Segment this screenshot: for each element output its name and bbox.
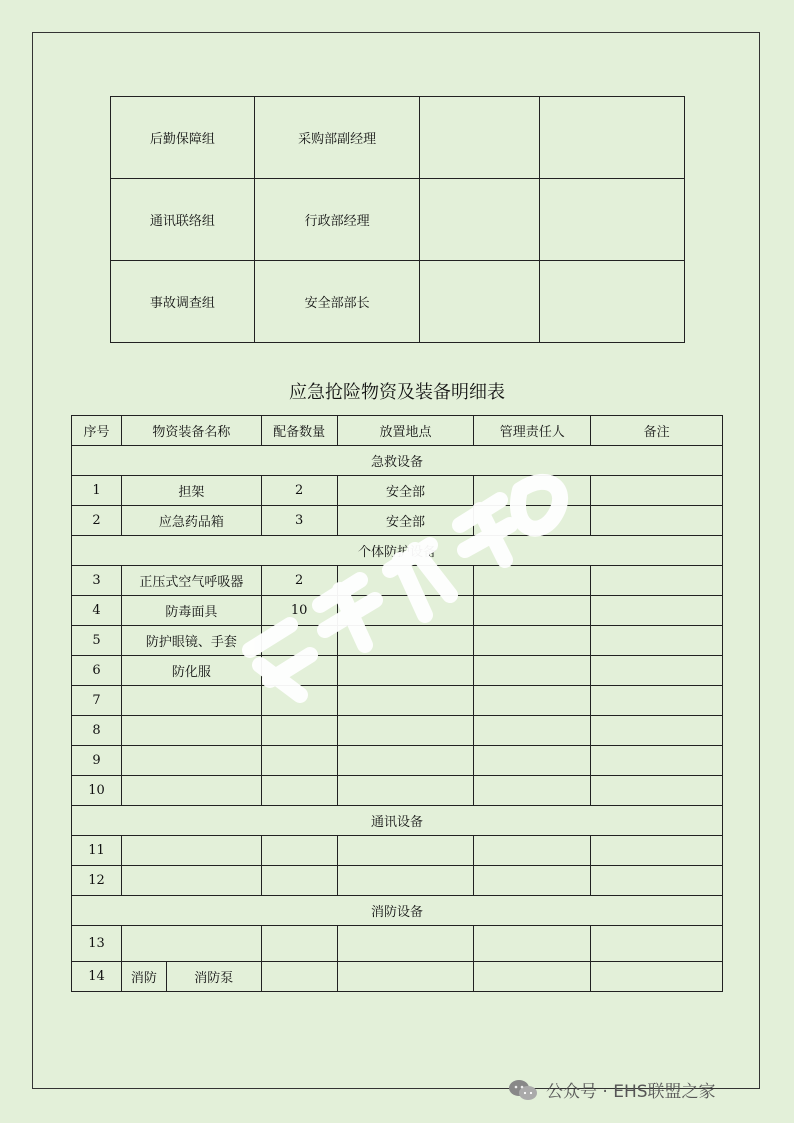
row-location — [337, 656, 474, 686]
row-name — [121, 836, 261, 866]
row-qty — [261, 836, 337, 866]
wechat-icon — [508, 1079, 538, 1101]
row-name: 防化服 — [121, 656, 261, 686]
header-qty: 配备数量 — [261, 416, 337, 446]
row-qty — [261, 716, 337, 746]
empty-cell — [540, 261, 685, 343]
row-remark — [591, 626, 723, 656]
section-row — [72, 806, 723, 836]
row-remark — [591, 746, 723, 776]
row-name — [121, 926, 261, 962]
row-location: 安全部 — [337, 476, 474, 506]
row-owner — [474, 716, 591, 746]
row-location — [337, 836, 474, 866]
table-row — [72, 776, 723, 806]
empty-cell — [420, 179, 540, 261]
equipment-table — [71, 415, 723, 992]
empty-cell — [420, 261, 540, 343]
row-location — [337, 962, 474, 992]
row-location — [337, 716, 474, 746]
section-comm: 通讯设备 — [72, 806, 723, 836]
footer-text: 公众号 · EHS联盟之家 — [546, 1082, 716, 1102]
section-fire: 消防设备 — [72, 896, 723, 926]
row-no: 4 — [72, 596, 122, 626]
row-no: 11 — [72, 836, 122, 866]
table-row — [111, 97, 685, 179]
row-qty: 10 — [261, 596, 337, 626]
row-remark — [591, 596, 723, 626]
header-remark: 备注 — [591, 416, 723, 446]
table-row — [111, 179, 685, 261]
row-owner — [474, 746, 591, 776]
row-remark — [591, 866, 723, 896]
position-cell: 采购部副经理 — [254, 97, 420, 179]
row-remark — [591, 836, 723, 866]
position-cell: 行政部经理 — [254, 179, 420, 261]
row-location: 安全部 — [337, 506, 474, 536]
row-owner — [474, 866, 591, 896]
table-row — [72, 836, 723, 866]
position-cell: 安全部部长 — [254, 261, 420, 343]
row-location — [337, 926, 474, 962]
row-remark — [591, 962, 723, 992]
row-remark — [591, 506, 723, 536]
row-qty: 2 — [261, 476, 337, 506]
row-remark — [591, 926, 723, 962]
row-no: 2 — [72, 506, 122, 536]
row-location — [337, 566, 474, 596]
row-qty — [261, 686, 337, 716]
row-owner — [474, 926, 591, 962]
row-qty — [261, 926, 337, 962]
section-row — [72, 536, 723, 566]
group-cell: 后勤保障组 — [111, 97, 255, 179]
footer — [508, 1077, 716, 1102]
row-remark — [591, 686, 723, 716]
row-location — [337, 866, 474, 896]
header-owner: 管理责任人 — [474, 416, 591, 446]
row-name — [121, 746, 261, 776]
table-row — [72, 962, 723, 992]
empty-cell — [540, 97, 685, 179]
row-no: 7 — [72, 686, 122, 716]
row-name: 正压式空气呼吸器 — [121, 566, 261, 596]
row-qty: 3 — [261, 506, 337, 536]
section-protection: 个体防护设备 — [72, 536, 723, 566]
row-name-category: 消防 — [121, 962, 166, 992]
row-name: 防护眼镜、手套 — [121, 626, 261, 656]
section-row — [72, 896, 723, 926]
table-row — [72, 506, 723, 536]
row-no: 10 — [72, 776, 122, 806]
row-owner — [474, 686, 591, 716]
header-name: 物资装备名称 — [121, 416, 261, 446]
row-qty — [261, 776, 337, 806]
row-no: 12 — [72, 866, 122, 896]
row-name — [121, 776, 261, 806]
row-no: 14 — [72, 962, 122, 992]
row-no: 9 — [72, 746, 122, 776]
row-remark — [591, 656, 723, 686]
row-qty — [261, 626, 337, 656]
row-no: 6 — [72, 656, 122, 686]
row-qty — [261, 962, 337, 992]
row-qty: 2 — [261, 566, 337, 596]
row-owner — [474, 476, 591, 506]
row-remark — [591, 716, 723, 746]
row-owner — [474, 506, 591, 536]
row-location — [337, 776, 474, 806]
table-row — [72, 626, 723, 656]
table-row — [72, 566, 723, 596]
row-qty — [261, 866, 337, 896]
row-owner — [474, 776, 591, 806]
table-row — [72, 716, 723, 746]
empty-cell — [540, 179, 685, 261]
header-row — [72, 416, 723, 446]
row-no: 8 — [72, 716, 122, 746]
header-no: 序号 — [72, 416, 122, 446]
table-row — [72, 596, 723, 626]
empty-cell — [420, 97, 540, 179]
row-location — [337, 746, 474, 776]
row-remark — [591, 566, 723, 596]
row-no: 13 — [72, 926, 122, 962]
row-remark — [591, 476, 723, 506]
row-name: 担架 — [121, 476, 261, 506]
header-location: 放置地点 — [337, 416, 474, 446]
row-remark — [591, 776, 723, 806]
row-qty — [261, 656, 337, 686]
table-row — [72, 926, 723, 962]
row-no: 3 — [72, 566, 122, 596]
team-table — [110, 96, 685, 343]
row-name — [121, 866, 261, 896]
table-row — [72, 746, 723, 776]
section-rescue: 急救设备 — [72, 446, 723, 476]
row-location — [337, 596, 474, 626]
row-name: 防毒面具 — [121, 596, 261, 626]
row-name: 应急药品箱 — [121, 506, 261, 536]
section-row — [72, 446, 723, 476]
table-title: 应急抢险物资及装备明细表 — [289, 382, 505, 403]
group-cell: 通讯联络组 — [111, 179, 255, 261]
row-name — [121, 716, 261, 746]
table-row — [72, 656, 723, 686]
row-owner — [474, 626, 591, 656]
row-owner — [474, 836, 591, 866]
row-owner — [474, 656, 591, 686]
row-qty — [261, 746, 337, 776]
row-no: 5 — [72, 626, 122, 656]
row-owner — [474, 566, 591, 596]
table-row — [72, 476, 723, 506]
row-name: 消防泵 — [166, 962, 261, 992]
group-cell: 事故调查组 — [111, 261, 255, 343]
table-row — [111, 261, 685, 343]
row-no: 1 — [72, 476, 122, 506]
row-location — [337, 686, 474, 716]
row-location — [337, 626, 474, 656]
row-name — [121, 686, 261, 716]
row-owner — [474, 962, 591, 992]
table-row — [72, 686, 723, 716]
row-owner — [474, 596, 591, 626]
table-row — [72, 866, 723, 896]
